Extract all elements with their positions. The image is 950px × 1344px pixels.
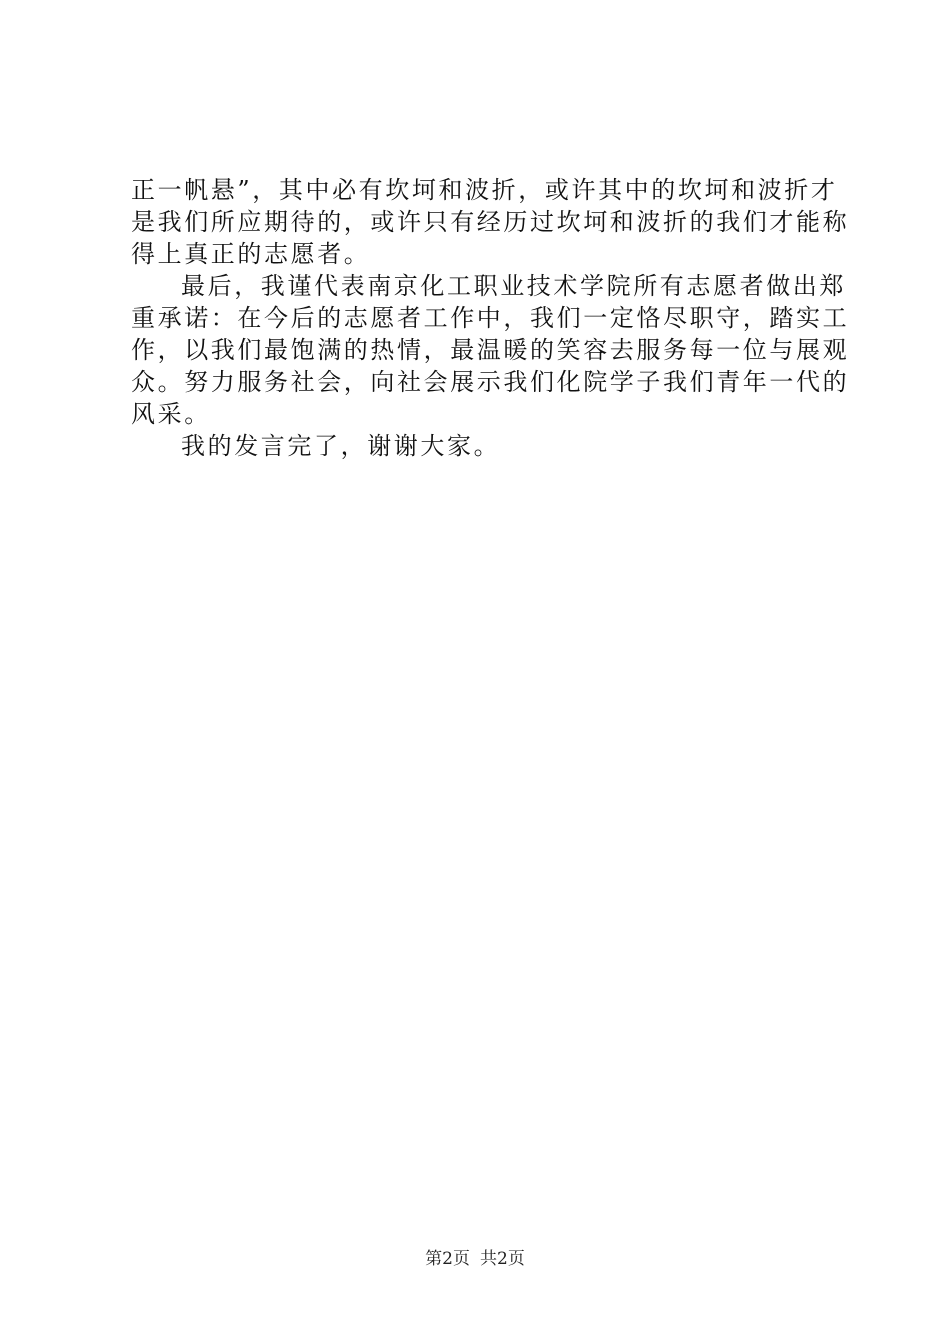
body-line: 得上真正的志愿者。 <box>131 240 371 268</box>
body-line: 重承诺：在今后的志愿者工作中，我们一定恪尽职守，踏实工 <box>131 304 850 332</box>
body-line: 正一帆悬”，其中必有坎坷和波折，或许其中的坎坷和波折才 <box>131 176 838 204</box>
page-footer <box>0 1244 950 1269</box>
paragraph-first-line: 我的发言完了，谢谢大家。 <box>181 432 501 460</box>
page-total: 共2页 <box>480 1249 525 1269</box>
body-line: 众。努力服务社会，向社会展示我们化院学子我们青年一代的 <box>131 368 850 396</box>
body-line: 作，以我们最饱满的热情，最温暖的笑容去服务每一位与展观 <box>131 336 850 364</box>
document-body <box>131 174 850 462</box>
body-line: 是我们所应期待的，或许只有经历过坎坷和波折的我们才能称 <box>131 208 850 236</box>
page-number: 第2页 <box>425 1249 470 1269</box>
paragraph-first-line: 最后，我谨代表南京化工职业技术学院所有志愿者做出郑 <box>181 272 846 300</box>
body-line: 风采。 <box>131 400 211 428</box>
